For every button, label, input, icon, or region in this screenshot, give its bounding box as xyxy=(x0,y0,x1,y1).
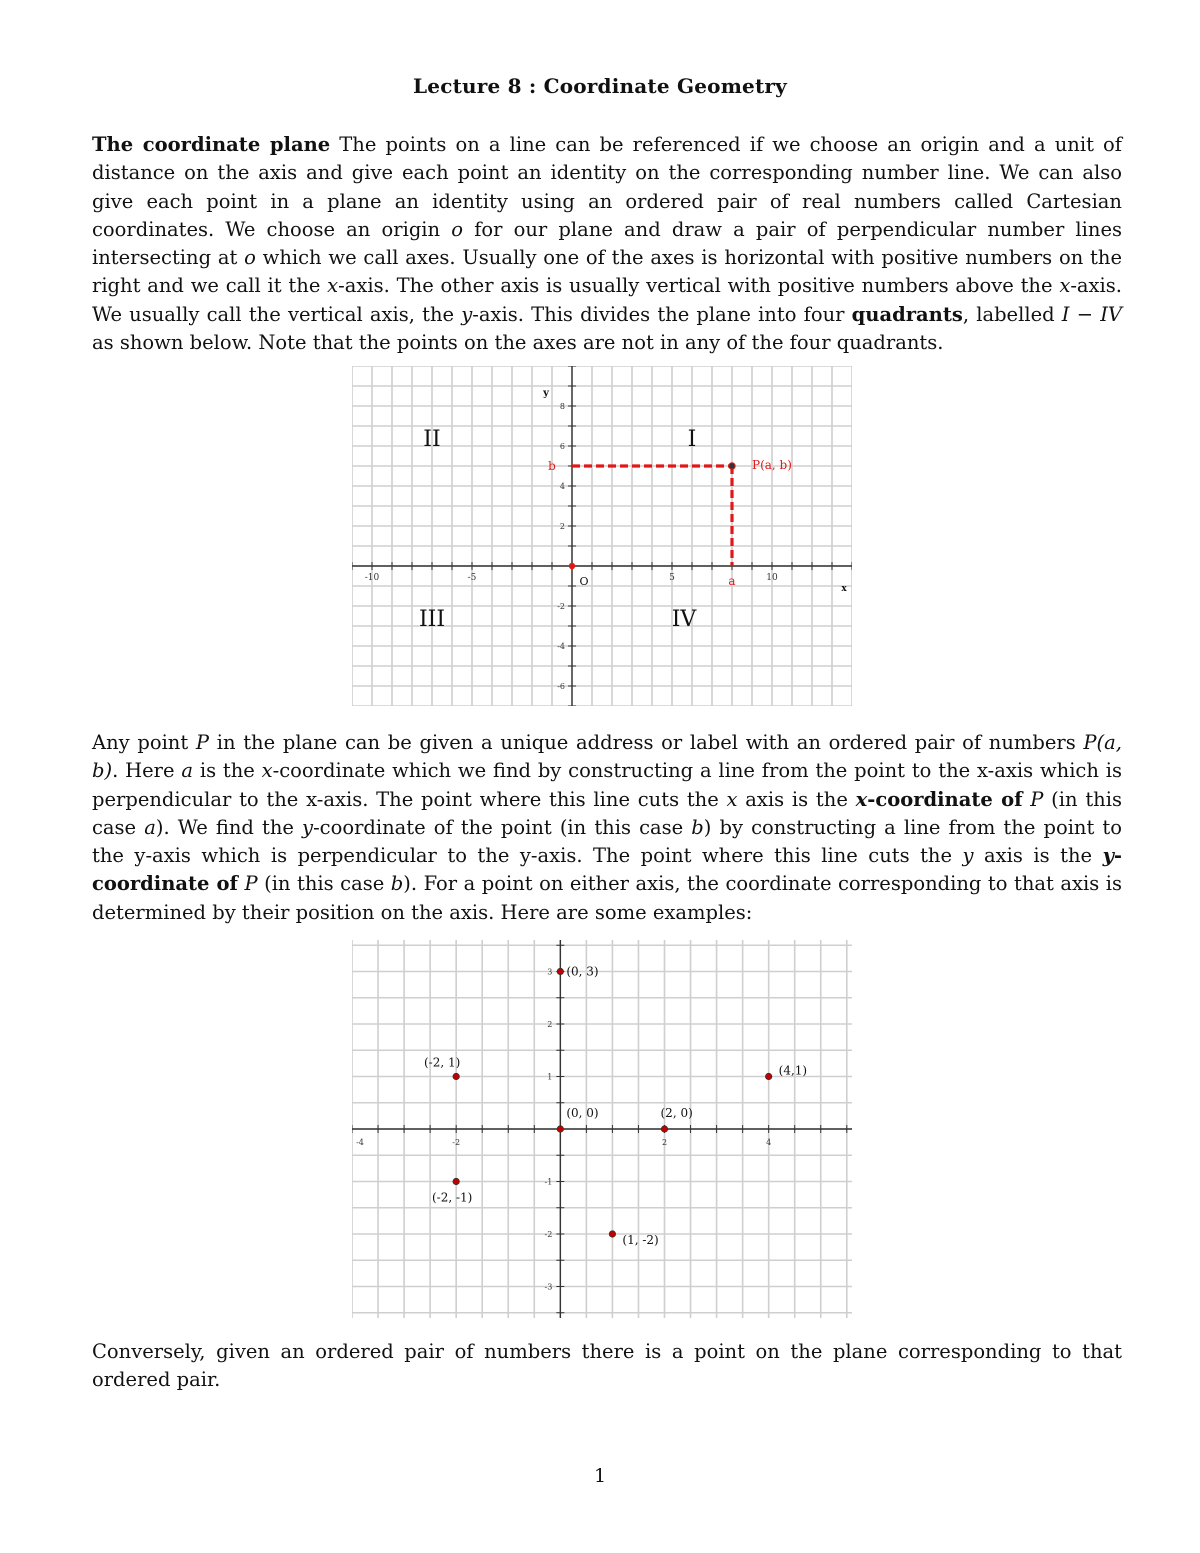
y-tick-label: -2 xyxy=(557,602,565,611)
y-tick-label: 2 xyxy=(559,522,565,531)
x-tick-label: 10 xyxy=(766,573,778,583)
point-P xyxy=(729,463,735,469)
paragraph-ordered-pair: Any point P in the plane can be given a unique address or label with an ordered pair of numbers P(a, b). Here a is the x-coordinate which we find by constructing a line from the point to the x-axis which is perpendicular to the x-axis. The point where this line cuts the x axis is the x-coordinate of P (in this case a). We find the y-coordinate of the point (in this case b) by constructing a line from the point to the y-axis which is perpendicular to the y-axis. The point where this line cuts the y axis is the y-coordinate of P (in this case b). For a point on either axis, the coordinate corresponding to that axis is determined by their position on the axis. Here are some examples: xyxy=(92,731,1123,924)
x-tick-label: 4 xyxy=(766,1138,772,1147)
data-point-label: (1, -2) xyxy=(622,1233,659,1247)
quadrant-label-iii: III xyxy=(418,607,446,632)
data-point-label: (4,1) xyxy=(778,1063,808,1078)
x-tick-label: -2 xyxy=(452,1138,461,1147)
guide-label-b: b xyxy=(548,459,556,473)
y-tick-label: 8 xyxy=(559,402,565,411)
data-point-label: (2, 0) xyxy=(660,1106,693,1120)
y-tick-label: 1 xyxy=(547,1072,553,1082)
quadrant-label-ii: II xyxy=(423,427,441,452)
point-P-label: P(a, b) xyxy=(752,458,792,472)
y-tick-label: 4 xyxy=(559,482,565,491)
x-tick-label: -10 xyxy=(364,573,380,583)
y-tick-label: -3 xyxy=(544,1282,553,1292)
x-tick-label: 5 xyxy=(669,573,675,583)
y-tick-label: -6 xyxy=(557,682,565,691)
x-tick-label: 2 xyxy=(661,1138,668,1147)
data-point xyxy=(453,1178,459,1184)
y-axis-label: y xyxy=(543,388,549,399)
origin-point xyxy=(569,563,575,569)
guide-label-a: a xyxy=(728,574,736,588)
paragraph-coordinate-plane: The coordinate plane The points on a line can be referenced if we choose an origin and a unit of distance on the axis and give each point an identity on the corresponding number line. We can also give each point in a plane an identity using an ordered pair of real numbers called Cartesian coordinates. We choose an origin o for our plane and draw a pair of perpendicular number lines intersecting at o which we call axes. Usually one of the axes is horizontal with positive numbers on the right and we call it the x-axis. The other axis is usually vertical with positive numbers above the x-axis. We usually call the vertical axis, the y-axis. This divides the plane into four quadrants, labelled I − IV as shown below. Note that the points on the axes are not in any of the four quadrants. xyxy=(92,133,1123,355)
page-number: 1 xyxy=(593,1465,607,1487)
paragraph-conversely: Conversely, given an ordered pair of numbers there is a point on the plane corresponding to that ordered pair. xyxy=(92,1340,1122,1392)
y-tick-label: -4 xyxy=(557,642,565,651)
data-point xyxy=(765,1073,771,1079)
x-axis-label: x xyxy=(841,584,847,594)
origin-label: O xyxy=(579,575,589,588)
x-tick-label: -5 xyxy=(467,573,477,583)
y-tick-label: -1 xyxy=(544,1177,553,1187)
quadrant-label-i: I xyxy=(687,427,697,452)
data-point xyxy=(557,968,563,974)
data-point xyxy=(609,1231,615,1237)
y-tick-label: 6 xyxy=(559,442,565,451)
x-tick-label: -4 xyxy=(356,1138,364,1147)
y-tick-label: 2 xyxy=(547,1020,553,1029)
paragraph-lead: The coordinate plane xyxy=(92,133,331,156)
data-point-label: (0, 0) xyxy=(566,1106,599,1120)
quadrant-label-iv: IV xyxy=(671,607,697,632)
figure-example-points xyxy=(352,940,852,1318)
y-tick-label: 3 xyxy=(547,967,553,977)
data-point xyxy=(453,1073,459,1079)
y-tick-label: -2 xyxy=(544,1230,553,1239)
data-point-label: (-2, -1) xyxy=(431,1190,473,1205)
data-point xyxy=(557,1126,563,1132)
data-point-label: (-2, 1) xyxy=(424,1055,461,1070)
data-point-label: (0, 3) xyxy=(566,964,599,979)
page-title: Lecture 8 : Coordinate Geometry xyxy=(413,74,787,98)
data-point xyxy=(661,1126,667,1132)
figure-quadrants xyxy=(352,366,852,706)
